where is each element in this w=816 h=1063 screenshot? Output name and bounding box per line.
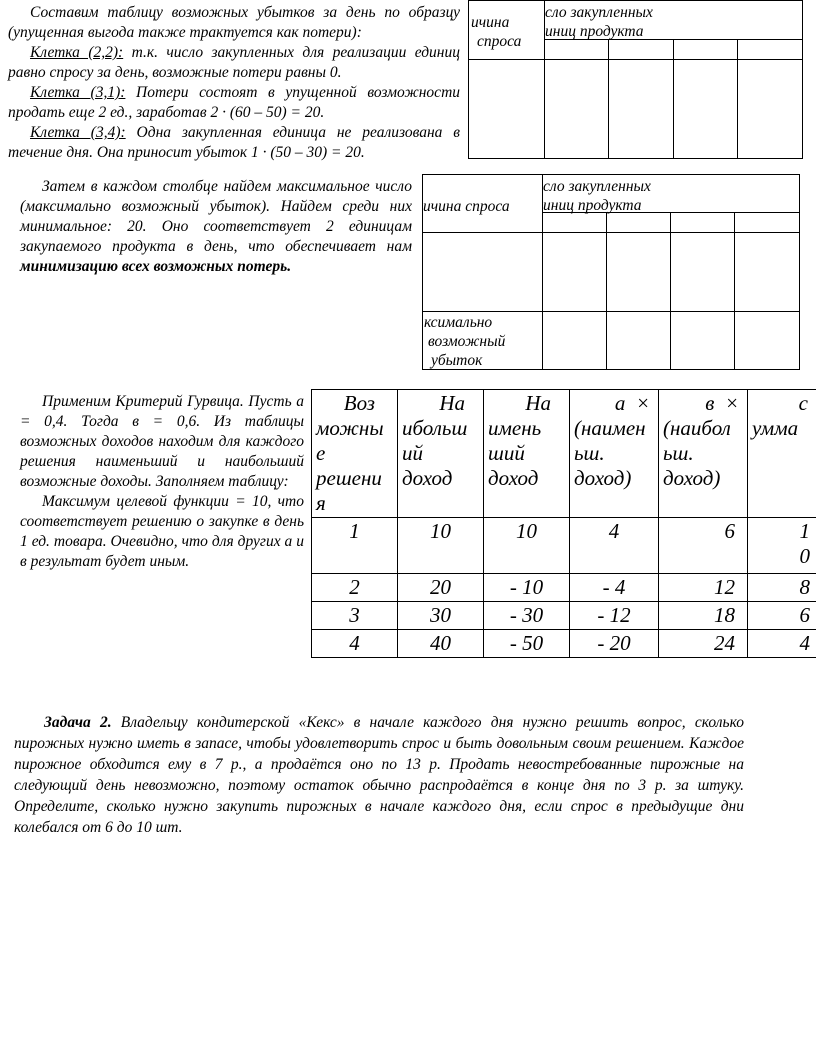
demand-header: ичина спроса bbox=[471, 14, 522, 50]
table-cell: 4 bbox=[748, 630, 816, 658]
table-cell: 2 bbox=[312, 574, 398, 602]
intro-paragraph-3 bbox=[8, 83, 460, 123]
table-cell: - 50 bbox=[484, 630, 570, 658]
table-row bbox=[312, 518, 816, 574]
section-2-text bbox=[20, 177, 412, 277]
task-2-text: Владельцу кондитерской «Кекс» в начале каждого дня нужно решить вопрос, сколько пирожных нужно иметь в запасе, чтобы удовлетворить спрос и быть довольным своим решением. Каждое пирожное обходится ему в 7 р., а продаётся оно по 13 р. Продать невостребованные пирожные на следующий день невозможно, поэтому остаток обычно распродаётся в конце дня по 3 р. за штуку. Определите, сколько нужно закупить пирожных в начале каждого дня, если спрос в предыдущие дни колебался от 6 до 10 шт. bbox=[14, 714, 744, 836]
table-cell-sum: 1 0 bbox=[748, 518, 816, 574]
intro-text bbox=[8, 3, 460, 163]
losses-table-1 bbox=[468, 0, 803, 159]
section-3-paragraph-2: Максимум целевой функции = 10, что соответствует решению о закупке в день 1 ед. товара. Очевидно, что для других а и в результат будет иным. bbox=[20, 493, 304, 570]
table-cell: - 30 bbox=[484, 602, 570, 630]
table-cell: 24 bbox=[659, 630, 748, 658]
hurwicz-table bbox=[311, 389, 816, 658]
cell-2-2-text: т.к. число закупленных для реализации единиц равно спросу за день, возможные потери равны 0. bbox=[8, 44, 460, 81]
hurwicz-header-row bbox=[312, 390, 816, 518]
intro-paragraph-4 bbox=[8, 123, 460, 163]
table-cell: - 20 bbox=[570, 630, 659, 658]
table-cell: 6 bbox=[659, 518, 748, 574]
header-min-income: На имень ший доход bbox=[484, 390, 570, 518]
header-b-times-max: в × (наибол ьш. доход) bbox=[659, 390, 748, 518]
table-cell: 18 bbox=[659, 602, 748, 630]
intro-paragraph-1: Составим таблицу возможных убытков за день по образцу (упущенная выгода также трактуется как потери): bbox=[8, 4, 460, 41]
header-max-income: На ибольш ий доход bbox=[398, 390, 484, 518]
section-3-text bbox=[20, 392, 304, 572]
table-cell: 4 bbox=[312, 630, 398, 658]
table-row bbox=[312, 574, 816, 602]
section-2-body: Затем в каждом столбце найдем максимальное число (максимально возможный убыток). Найдем среди них минимальное: 20. Оно соответствует 2 единицам закупаемого продукта в день, что обеспечивает нам bbox=[20, 178, 412, 255]
task-2 bbox=[14, 712, 744, 838]
table-cell: - 4 bbox=[570, 574, 659, 602]
cell-3-4-label: Клетка (3,4): bbox=[30, 124, 126, 141]
demand-header-2: ичина спроса bbox=[423, 198, 510, 215]
table-row bbox=[312, 602, 816, 630]
purchased-header: сло закупленных иниц продукта bbox=[545, 4, 653, 40]
purchased-header-2: сло закупленных иниц продукта bbox=[543, 178, 651, 214]
table-cell: 3 bbox=[312, 602, 398, 630]
losses-table-2 bbox=[422, 174, 800, 370]
table-row bbox=[312, 630, 816, 658]
table-cell: 40 bbox=[398, 630, 484, 658]
table-cell: 6 bbox=[748, 602, 816, 630]
header-a-times-min: а × (наимен ьш. доход) bbox=[570, 390, 659, 518]
table-cell: 30 bbox=[398, 602, 484, 630]
table-cell: 20 bbox=[398, 574, 484, 602]
table-cell: 12 bbox=[659, 574, 748, 602]
max-loss-label: ксимально возможный убыток bbox=[424, 314, 506, 369]
table-cell: 4 bbox=[570, 518, 659, 574]
header-decisions: Воз можны е решени я bbox=[312, 390, 398, 518]
table-cell: 10 bbox=[398, 518, 484, 574]
cell-2-2-label: Клетка (2,2): bbox=[30, 44, 124, 61]
intro-paragraph-2 bbox=[8, 43, 460, 83]
table-cell: 1 bbox=[312, 518, 398, 574]
header-sum: с умма bbox=[748, 390, 816, 518]
cell-3-1-text: Потери состоят в упущенной возможности продать еще 2 ед., заработав 2 · (60 – 50) = 20. bbox=[8, 84, 461, 121]
cell-3-1-label: Клетка (3,1): bbox=[30, 84, 126, 101]
table-cell: - 10 bbox=[484, 574, 570, 602]
table-cell: - 12 bbox=[570, 602, 659, 630]
table-cell: 10 bbox=[484, 518, 570, 574]
section-2-bold: минимизацию всех возможных потерь. bbox=[20, 258, 292, 275]
task-2-label: Задача 2. bbox=[44, 714, 112, 731]
section-3-paragraph-1: Применим Критерий Гурвица. Пусть а = 0,4. Тогда в = 0,6. Из таблицы возможных доходов находим для каждого решения наименьший и наибольший возможные доходы. Заполняем таблицу: bbox=[20, 393, 304, 490]
table-cell: 8 bbox=[748, 574, 816, 602]
cell-3-4-text: Одна закупленная единица не реализована в течение дня. Она приносит убыток 1 · (50 – 30) = 20. bbox=[8, 124, 461, 161]
